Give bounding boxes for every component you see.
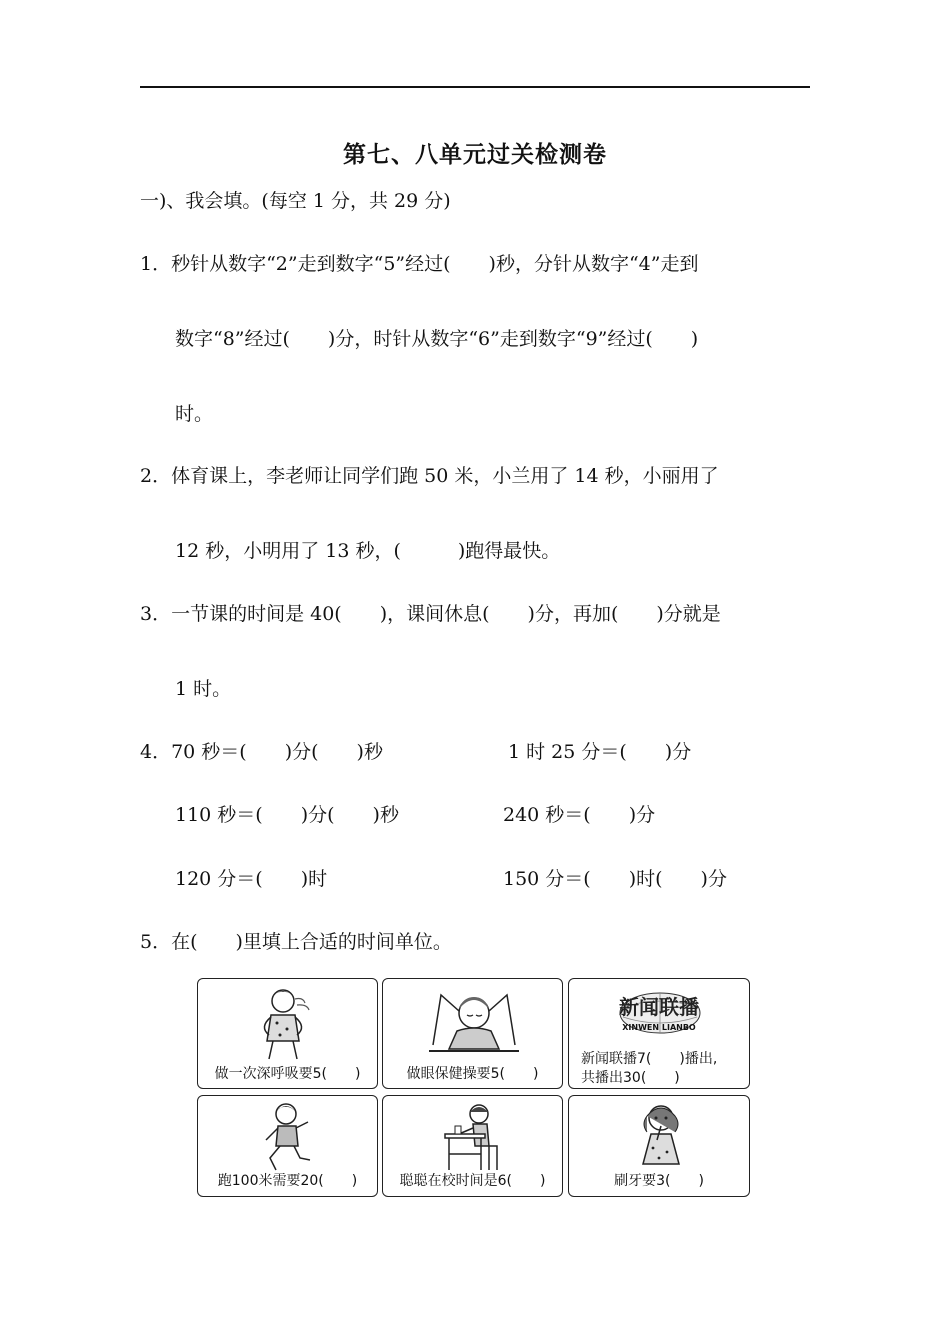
page-title: 第七、八单元过关检测卷 xyxy=(343,141,607,168)
q3-line1: 3．一节课的时间是 40( )，课间休息( )分，再加( )分就是 xyxy=(140,603,721,625)
q1-line3: 时。 xyxy=(175,403,214,425)
card-deep-breath xyxy=(197,978,378,1089)
card-at-school xyxy=(382,1095,563,1197)
news-logo-pinyin: XINWEN LIANBO xyxy=(622,1023,696,1032)
child-brushing-teeth-icon xyxy=(629,1100,693,1172)
q2-line1: 2．体育课上，李老师让同学们跑 50 米，小兰用了 14 秒，小丽用了 xyxy=(140,465,719,487)
q1-line2: 数字“8”经过( )分，时针从数字“6”走到数字“9”经过( ) xyxy=(175,328,699,350)
q4-item-a: 4．70 秒＝( )分( )秒 xyxy=(140,741,383,763)
card-news-caption-2: 共播出30( ) xyxy=(581,1070,680,1086)
card-school-caption: 聪聪在校时间是6( ) xyxy=(399,1173,546,1189)
child-running-icon xyxy=(256,1100,320,1172)
q1-line1: 1．秒针从数字“2”走到数字“5”经过( )秒，分针从数字“4”走到 xyxy=(140,253,699,275)
q4-item-c: 110 秒＝( )分( )秒 xyxy=(175,804,399,826)
header-rule xyxy=(140,86,810,88)
card-running-caption: 跑100米需要20( ) xyxy=(217,1173,358,1189)
q5-picture-cards xyxy=(197,978,750,1197)
card-running xyxy=(197,1095,378,1197)
q4-item-d: 240 秒＝( )分 xyxy=(503,804,656,826)
card-news-broadcast xyxy=(568,978,750,1089)
q3-line2: 1 时。 xyxy=(175,678,232,700)
card-brushing-caption: 刷牙要3( ) xyxy=(614,1173,704,1189)
section-heading: 一)、我会填。(每空 1 分，共 29 分) xyxy=(140,190,451,212)
card-news-caption-1: 新闻联播7( )播出, xyxy=(581,1051,718,1067)
q4-item-b: 1 时 25 分＝( )分 xyxy=(508,741,692,763)
q2-line2: 12 秒，小明用了 13 秒，( )跑得最快。 xyxy=(175,540,561,562)
child-at-desk-icon xyxy=(435,1100,515,1172)
child-eye-exercise-icon xyxy=(427,985,521,1061)
card-eye-exercise xyxy=(382,978,563,1089)
news-logo-text: 新闻联播 xyxy=(619,995,699,1019)
q4-item-f: 150 分＝( )时( )分 xyxy=(503,868,727,890)
child-breathing-icon xyxy=(253,983,325,1061)
card-eye-exercise-caption: 做眼保健操要5( ) xyxy=(406,1066,539,1082)
card-brushing-teeth xyxy=(568,1095,750,1197)
card-deep-breath-caption: 做一次深呼吸要5( ) xyxy=(214,1066,361,1082)
q4-item-e: 120 分＝( )时 xyxy=(175,868,328,890)
q5-stem: 5．在( )里填上合适的时间单位。 xyxy=(140,931,452,953)
